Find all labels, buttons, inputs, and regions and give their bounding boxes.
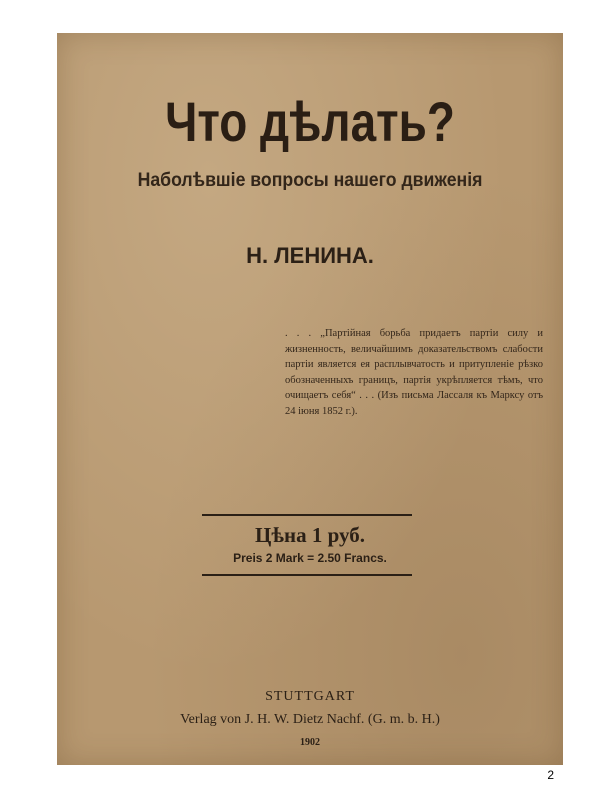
- cover-title: Что дѣлать?: [165, 90, 455, 153]
- price-rule-bottom: [202, 574, 412, 576]
- cover-city: STUTTGART: [265, 689, 355, 704]
- cover-year: 1902: [300, 737, 320, 748]
- cover-price-foreign: Preis 2 Mark = 2.50 Francs.: [233, 551, 387, 565]
- book-cover: [57, 33, 563, 765]
- cover-price: Цѣна 1 руб.: [255, 523, 365, 547]
- cover-author: Н. ЛЕНИНА.: [246, 243, 374, 268]
- page-number: 2: [547, 768, 554, 782]
- cover-publisher: Verlag von J. H. W. Dietz Nachf. (G. m. b. H.): [180, 712, 440, 727]
- price-rule-top: [202, 514, 412, 516]
- cover-subtitle: Наболѣвшіе вопросы нашего движенія: [137, 170, 483, 191]
- cover-epigraph: . . . „Партійная борьба придаетъ партіи силу и жизненность, величайшимъ доказательствомъ слабости партіи является ея расплывчатость и притупленіе рѣзко обозначенныхъ границъ, партія укрѣпляется тѣмъ, что очищаетъ себя“ . . . (Изъ письма Лассаля къ Марксу отъ 24 іюня 1852 г.).: [285, 328, 543, 417]
